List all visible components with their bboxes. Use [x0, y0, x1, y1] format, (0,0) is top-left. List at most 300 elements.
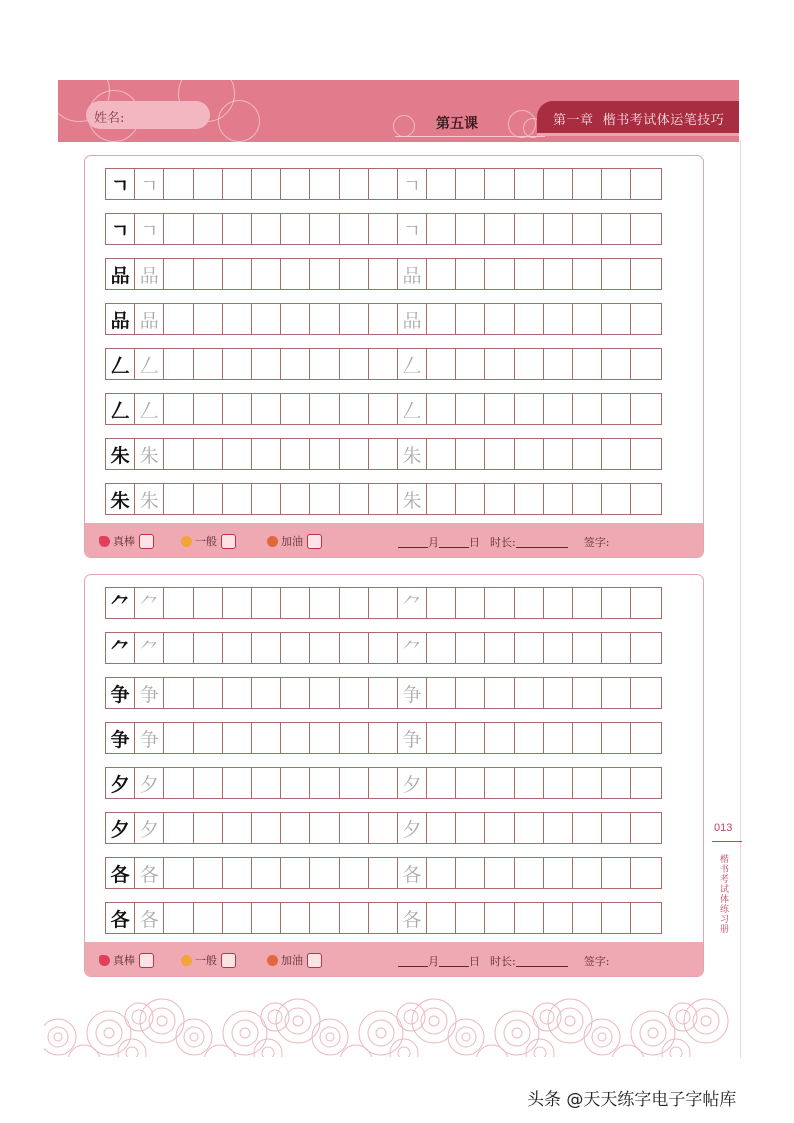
writing-cell[interactable]: [602, 304, 631, 334]
rating-cheer-checkbox[interactable]: [307, 534, 322, 549]
writing-cell[interactable]: [456, 903, 485, 933]
trace-character-cell[interactable]: 朱: [398, 484, 427, 514]
writing-cell[interactable]: [369, 903, 398, 933]
writing-cell[interactable]: [485, 858, 514, 888]
writing-cell[interactable]: [340, 304, 369, 334]
writing-cell[interactable]: [340, 169, 369, 199]
writing-cell[interactable]: [223, 484, 252, 514]
writing-cell[interactable]: [515, 903, 544, 933]
writing-cell[interactable]: [427, 304, 456, 334]
trace-character-cell[interactable]: 夕: [398, 768, 427, 798]
writing-cell[interactable]: [164, 169, 193, 199]
writing-cell[interactable]: [252, 214, 281, 244]
writing-cell[interactable]: [194, 903, 223, 933]
writing-cell[interactable]: [515, 633, 544, 663]
writing-cell[interactable]: [602, 394, 631, 424]
writing-cell[interactable]: [427, 903, 456, 933]
writing-cell[interactable]: [281, 858, 310, 888]
writing-cell[interactable]: [427, 349, 456, 379]
writing-cell[interactable]: [194, 214, 223, 244]
writing-cell[interactable]: [164, 439, 193, 469]
writing-cell[interactable]: [223, 678, 252, 708]
writing-cell[interactable]: [427, 768, 456, 798]
writing-cell[interactable]: [164, 813, 193, 843]
writing-cell[interactable]: [573, 439, 602, 469]
writing-cell[interactable]: [223, 394, 252, 424]
trace-character-cell[interactable]: ㄱ: [398, 169, 427, 199]
writing-cell[interactable]: [631, 214, 660, 244]
writing-cell[interactable]: [485, 439, 514, 469]
writing-cell[interactable]: [456, 588, 485, 618]
writing-cell[interactable]: [544, 394, 573, 424]
writing-cell[interactable]: [310, 259, 339, 289]
writing-cell[interactable]: [515, 169, 544, 199]
rating-cheer-checkbox[interactable]: [307, 953, 322, 968]
writing-cell[interactable]: [631, 858, 660, 888]
writing-cell[interactable]: [456, 678, 485, 708]
writing-cell[interactable]: [573, 858, 602, 888]
writing-cell[interactable]: [515, 858, 544, 888]
writing-cell[interactable]: [310, 214, 339, 244]
writing-cell[interactable]: [164, 484, 193, 514]
writing-cell[interactable]: [602, 903, 631, 933]
writing-cell[interactable]: [456, 813, 485, 843]
writing-cell[interactable]: [369, 588, 398, 618]
writing-cell[interactable]: [281, 723, 310, 753]
writing-cell[interactable]: [573, 349, 602, 379]
writing-cell[interactable]: [515, 349, 544, 379]
writing-cell[interactable]: [544, 349, 573, 379]
trace-character-cell[interactable]: 𠃋: [398, 349, 427, 379]
writing-cell[interactable]: [602, 259, 631, 289]
writing-cell[interactable]: [485, 633, 514, 663]
trace-character-cell[interactable]: 各: [135, 858, 164, 888]
writing-cell[interactable]: [310, 169, 339, 199]
writing-cell[interactable]: [252, 439, 281, 469]
writing-cell[interactable]: [281, 394, 310, 424]
writing-cell[interactable]: [485, 678, 514, 708]
writing-cell[interactable]: [427, 484, 456, 514]
writing-cell[interactable]: [602, 169, 631, 199]
writing-cell[interactable]: [369, 858, 398, 888]
writing-cell[interactable]: [310, 678, 339, 708]
writing-cell[interactable]: [573, 768, 602, 798]
writing-cell[interactable]: [515, 813, 544, 843]
writing-cell[interactable]: [340, 588, 369, 618]
writing-cell[interactable]: [573, 813, 602, 843]
writing-cell[interactable]: [602, 633, 631, 663]
writing-cell[interactable]: [573, 259, 602, 289]
writing-cell[interactable]: [252, 169, 281, 199]
writing-cell[interactable]: [281, 903, 310, 933]
writing-cell[interactable]: [427, 678, 456, 708]
writing-cell[interactable]: [485, 588, 514, 618]
writing-cell[interactable]: [369, 214, 398, 244]
writing-cell[interactable]: [485, 394, 514, 424]
writing-cell[interactable]: [544, 813, 573, 843]
writing-cell[interactable]: [485, 768, 514, 798]
writing-cell[interactable]: [427, 394, 456, 424]
trace-character-cell[interactable]: 品: [398, 304, 427, 334]
writing-cell[interactable]: [573, 304, 602, 334]
writing-cell[interactable]: [194, 858, 223, 888]
writing-cell[interactable]: [310, 858, 339, 888]
writing-cell[interactable]: [544, 633, 573, 663]
writing-cell[interactable]: [310, 588, 339, 618]
signature-input[interactable]: [609, 956, 649, 966]
writing-cell[interactable]: [515, 723, 544, 753]
writing-cell[interactable]: [456, 394, 485, 424]
writing-cell[interactable]: [252, 484, 281, 514]
writing-cell[interactable]: [544, 304, 573, 334]
writing-cell[interactable]: [223, 633, 252, 663]
writing-cell[interactable]: [281, 304, 310, 334]
trace-character-cell[interactable]: 朱: [398, 439, 427, 469]
writing-cell[interactable]: [252, 903, 281, 933]
writing-cell[interactable]: [194, 439, 223, 469]
writing-cell[interactable]: [456, 439, 485, 469]
writing-cell[interactable]: [573, 903, 602, 933]
writing-cell[interactable]: [427, 214, 456, 244]
writing-cell[interactable]: [544, 259, 573, 289]
writing-cell[interactable]: [223, 588, 252, 618]
writing-cell[interactable]: [456, 723, 485, 753]
writing-cell[interactable]: [427, 169, 456, 199]
writing-cell[interactable]: [544, 903, 573, 933]
writing-cell[interactable]: [252, 588, 281, 618]
writing-cell[interactable]: [281, 259, 310, 289]
writing-cell[interactable]: [194, 723, 223, 753]
writing-cell[interactable]: [223, 439, 252, 469]
trace-character-cell[interactable]: 夕: [135, 813, 164, 843]
writing-cell[interactable]: [631, 588, 660, 618]
writing-cell[interactable]: [310, 394, 339, 424]
writing-cell[interactable]: [485, 813, 514, 843]
trace-character-cell[interactable]: ⺈: [135, 633, 164, 663]
writing-cell[interactable]: [281, 169, 310, 199]
writing-cell[interactable]: [573, 169, 602, 199]
writing-cell[interactable]: [194, 588, 223, 618]
writing-cell[interactable]: [340, 903, 369, 933]
writing-cell[interactable]: [631, 903, 660, 933]
writing-cell[interactable]: [544, 439, 573, 469]
writing-cell[interactable]: [164, 678, 193, 708]
writing-cell[interactable]: [485, 484, 514, 514]
writing-cell[interactable]: [252, 304, 281, 334]
writing-cell[interactable]: [602, 858, 631, 888]
month-input[interactable]: [398, 956, 428, 967]
writing-cell[interactable]: [456, 484, 485, 514]
writing-cell[interactable]: [631, 678, 660, 708]
writing-cell[interactable]: [310, 439, 339, 469]
trace-character-cell[interactable]: ㄱ: [135, 214, 164, 244]
writing-cell[interactable]: [194, 768, 223, 798]
writing-cell[interactable]: [485, 903, 514, 933]
writing-cell[interactable]: [281, 439, 310, 469]
trace-character-cell[interactable]: 各: [398, 858, 427, 888]
writing-cell[interactable]: [369, 723, 398, 753]
trace-character-cell[interactable]: 争: [398, 723, 427, 753]
writing-cell[interactable]: [310, 903, 339, 933]
day-input[interactable]: [439, 537, 469, 548]
writing-cell[interactable]: [164, 304, 193, 334]
trace-character-cell[interactable]: 夕: [398, 813, 427, 843]
writing-cell[interactable]: [456, 304, 485, 334]
writing-cell[interactable]: [164, 588, 193, 618]
writing-cell[interactable]: [515, 484, 544, 514]
writing-cell[interactable]: [515, 678, 544, 708]
writing-cell[interactable]: [631, 813, 660, 843]
writing-cell[interactable]: [223, 768, 252, 798]
writing-cell[interactable]: [340, 633, 369, 663]
writing-cell[interactable]: [631, 394, 660, 424]
writing-cell[interactable]: [544, 723, 573, 753]
writing-cell[interactable]: [602, 588, 631, 618]
writing-cell[interactable]: [164, 259, 193, 289]
trace-character-cell[interactable]: 夕: [135, 768, 164, 798]
writing-cell[interactable]: [281, 349, 310, 379]
writing-cell[interactable]: [573, 678, 602, 708]
trace-character-cell[interactable]: 𠃋: [398, 394, 427, 424]
rating-ok-checkbox[interactable]: [221, 953, 236, 968]
trace-character-cell[interactable]: 各: [398, 903, 427, 933]
writing-cell[interactable]: [340, 723, 369, 753]
writing-cell[interactable]: [281, 633, 310, 663]
writing-cell[interactable]: [544, 768, 573, 798]
writing-cell[interactable]: [194, 259, 223, 289]
writing-cell[interactable]: [427, 813, 456, 843]
writing-cell[interactable]: [544, 858, 573, 888]
writing-cell[interactable]: [456, 169, 485, 199]
writing-cell[interactable]: [252, 723, 281, 753]
writing-cell[interactable]: [602, 768, 631, 798]
writing-cell[interactable]: [427, 633, 456, 663]
writing-cell[interactable]: [427, 259, 456, 289]
writing-cell[interactable]: [369, 349, 398, 379]
writing-cell[interactable]: [252, 633, 281, 663]
writing-cell[interactable]: [544, 169, 573, 199]
writing-cell[interactable]: [485, 349, 514, 379]
trace-character-cell[interactable]: ⺈: [398, 633, 427, 663]
signature-input[interactable]: [609, 537, 649, 547]
writing-cell[interactable]: [573, 588, 602, 618]
writing-cell[interactable]: [252, 394, 281, 424]
writing-cell[interactable]: [310, 813, 339, 843]
writing-cell[interactable]: [164, 858, 193, 888]
writing-cell[interactable]: [369, 439, 398, 469]
day-input[interactable]: [439, 956, 469, 967]
writing-cell[interactable]: [281, 214, 310, 244]
rating-great-checkbox[interactable]: [139, 534, 154, 549]
writing-cell[interactable]: [223, 858, 252, 888]
writing-cell[interactable]: [485, 214, 514, 244]
writing-cell[interactable]: [252, 349, 281, 379]
writing-cell[interactable]: [164, 394, 193, 424]
writing-cell[interactable]: [164, 349, 193, 379]
writing-cell[interactable]: [252, 678, 281, 708]
writing-cell[interactable]: [515, 304, 544, 334]
writing-cell[interactable]: [369, 169, 398, 199]
writing-cell[interactable]: [340, 214, 369, 244]
writing-cell[interactable]: [631, 169, 660, 199]
writing-cell[interactable]: [602, 349, 631, 379]
writing-cell[interactable]: [223, 349, 252, 379]
writing-cell[interactable]: [340, 768, 369, 798]
writing-cell[interactable]: [340, 813, 369, 843]
writing-cell[interactable]: [164, 633, 193, 663]
writing-cell[interactable]: [369, 484, 398, 514]
trace-character-cell[interactable]: ㄱ: [135, 169, 164, 199]
writing-cell[interactable]: [631, 768, 660, 798]
writing-cell[interactable]: [223, 169, 252, 199]
writing-cell[interactable]: [602, 813, 631, 843]
writing-cell[interactable]: [281, 484, 310, 514]
writing-cell[interactable]: [369, 768, 398, 798]
duration-input[interactable]: [516, 537, 568, 548]
writing-cell[interactable]: [164, 214, 193, 244]
writing-cell[interactable]: [310, 723, 339, 753]
writing-cell[interactable]: [631, 259, 660, 289]
writing-cell[interactable]: [544, 588, 573, 618]
writing-cell[interactable]: [427, 723, 456, 753]
writing-cell[interactable]: [456, 259, 485, 289]
writing-cell[interactable]: [194, 394, 223, 424]
writing-cell[interactable]: [485, 169, 514, 199]
writing-cell[interactable]: [310, 768, 339, 798]
writing-cell[interactable]: [631, 484, 660, 514]
writing-cell[interactable]: [602, 678, 631, 708]
trace-character-cell[interactable]: ⺈: [135, 588, 164, 618]
writing-cell[interactable]: [194, 633, 223, 663]
writing-cell[interactable]: [310, 484, 339, 514]
writing-cell[interactable]: [252, 858, 281, 888]
trace-character-cell[interactable]: 争: [135, 723, 164, 753]
trace-character-cell[interactable]: 争: [135, 678, 164, 708]
trace-character-cell[interactable]: 朱: [135, 484, 164, 514]
writing-cell[interactable]: [194, 678, 223, 708]
writing-cell[interactable]: [369, 394, 398, 424]
writing-cell[interactable]: [631, 439, 660, 469]
writing-cell[interactable]: [310, 633, 339, 663]
writing-cell[interactable]: [631, 304, 660, 334]
trace-character-cell[interactable]: 争: [398, 678, 427, 708]
writing-cell[interactable]: [340, 439, 369, 469]
writing-cell[interactable]: [369, 259, 398, 289]
writing-cell[interactable]: [427, 588, 456, 618]
writing-cell[interactable]: [573, 484, 602, 514]
rating-ok-checkbox[interactable]: [221, 534, 236, 549]
writing-cell[interactable]: [223, 259, 252, 289]
writing-cell[interactable]: [369, 813, 398, 843]
rating-great-checkbox[interactable]: [139, 953, 154, 968]
writing-cell[interactable]: [515, 439, 544, 469]
writing-cell[interactable]: [340, 259, 369, 289]
writing-cell[interactable]: [427, 858, 456, 888]
writing-cell[interactable]: [515, 768, 544, 798]
trace-character-cell[interactable]: ㄱ: [398, 214, 427, 244]
writing-cell[interactable]: [223, 813, 252, 843]
writing-cell[interactable]: [194, 813, 223, 843]
writing-cell[interactable]: [340, 349, 369, 379]
writing-cell[interactable]: [544, 484, 573, 514]
writing-cell[interactable]: [485, 259, 514, 289]
writing-cell[interactable]: [485, 304, 514, 334]
writing-cell[interactable]: [223, 304, 252, 334]
writing-cell[interactable]: [602, 439, 631, 469]
writing-cell[interactable]: [427, 439, 456, 469]
trace-character-cell[interactable]: 𠃋: [135, 349, 164, 379]
writing-cell[interactable]: [515, 588, 544, 618]
writing-cell[interactable]: [223, 903, 252, 933]
writing-cell[interactable]: [369, 304, 398, 334]
writing-cell[interactable]: [631, 723, 660, 753]
writing-cell[interactable]: [281, 813, 310, 843]
writing-cell[interactable]: [281, 588, 310, 618]
trace-character-cell[interactable]: 品: [135, 259, 164, 289]
writing-cell[interactable]: [573, 633, 602, 663]
writing-cell[interactable]: [456, 633, 485, 663]
writing-cell[interactable]: [223, 723, 252, 753]
writing-cell[interactable]: [281, 678, 310, 708]
writing-cell[interactable]: [369, 678, 398, 708]
writing-cell[interactable]: [252, 768, 281, 798]
writing-cell[interactable]: [164, 723, 193, 753]
writing-cell[interactable]: [515, 259, 544, 289]
writing-cell[interactable]: [194, 484, 223, 514]
trace-character-cell[interactable]: 朱: [135, 439, 164, 469]
writing-cell[interactable]: [369, 633, 398, 663]
writing-cell[interactable]: [515, 394, 544, 424]
writing-cell[interactable]: [631, 633, 660, 663]
writing-cell[interactable]: [340, 678, 369, 708]
writing-cell[interactable]: [456, 858, 485, 888]
writing-cell[interactable]: [164, 768, 193, 798]
writing-cell[interactable]: [515, 214, 544, 244]
writing-cell[interactable]: [252, 259, 281, 289]
writing-cell[interactable]: [602, 214, 631, 244]
writing-cell[interactable]: [573, 723, 602, 753]
writing-cell[interactable]: [223, 214, 252, 244]
writing-cell[interactable]: [485, 723, 514, 753]
writing-cell[interactable]: [340, 394, 369, 424]
writing-cell[interactable]: [573, 214, 602, 244]
trace-character-cell[interactable]: 各: [135, 903, 164, 933]
writing-cell[interactable]: [194, 304, 223, 334]
writing-cell[interactable]: [456, 214, 485, 244]
trace-character-cell[interactable]: 品: [398, 259, 427, 289]
trace-character-cell[interactable]: 品: [135, 304, 164, 334]
month-input[interactable]: [398, 537, 428, 548]
duration-input[interactable]: [516, 956, 568, 967]
trace-character-cell[interactable]: ⺈: [398, 588, 427, 618]
writing-cell[interactable]: [340, 858, 369, 888]
writing-cell[interactable]: [281, 768, 310, 798]
writing-cell[interactable]: [340, 484, 369, 514]
writing-cell[interactable]: [631, 349, 660, 379]
writing-cell[interactable]: [602, 723, 631, 753]
writing-cell[interactable]: [164, 903, 193, 933]
writing-cell[interactable]: [456, 768, 485, 798]
writing-cell[interactable]: [252, 813, 281, 843]
writing-cell[interactable]: [573, 394, 602, 424]
writing-cell[interactable]: [310, 349, 339, 379]
writing-cell[interactable]: [310, 304, 339, 334]
writing-cell[interactable]: [456, 349, 485, 379]
writing-cell[interactable]: [194, 349, 223, 379]
writing-cell[interactable]: [544, 214, 573, 244]
trace-character-cell[interactable]: 𠃋: [135, 394, 164, 424]
writing-cell[interactable]: [544, 678, 573, 708]
